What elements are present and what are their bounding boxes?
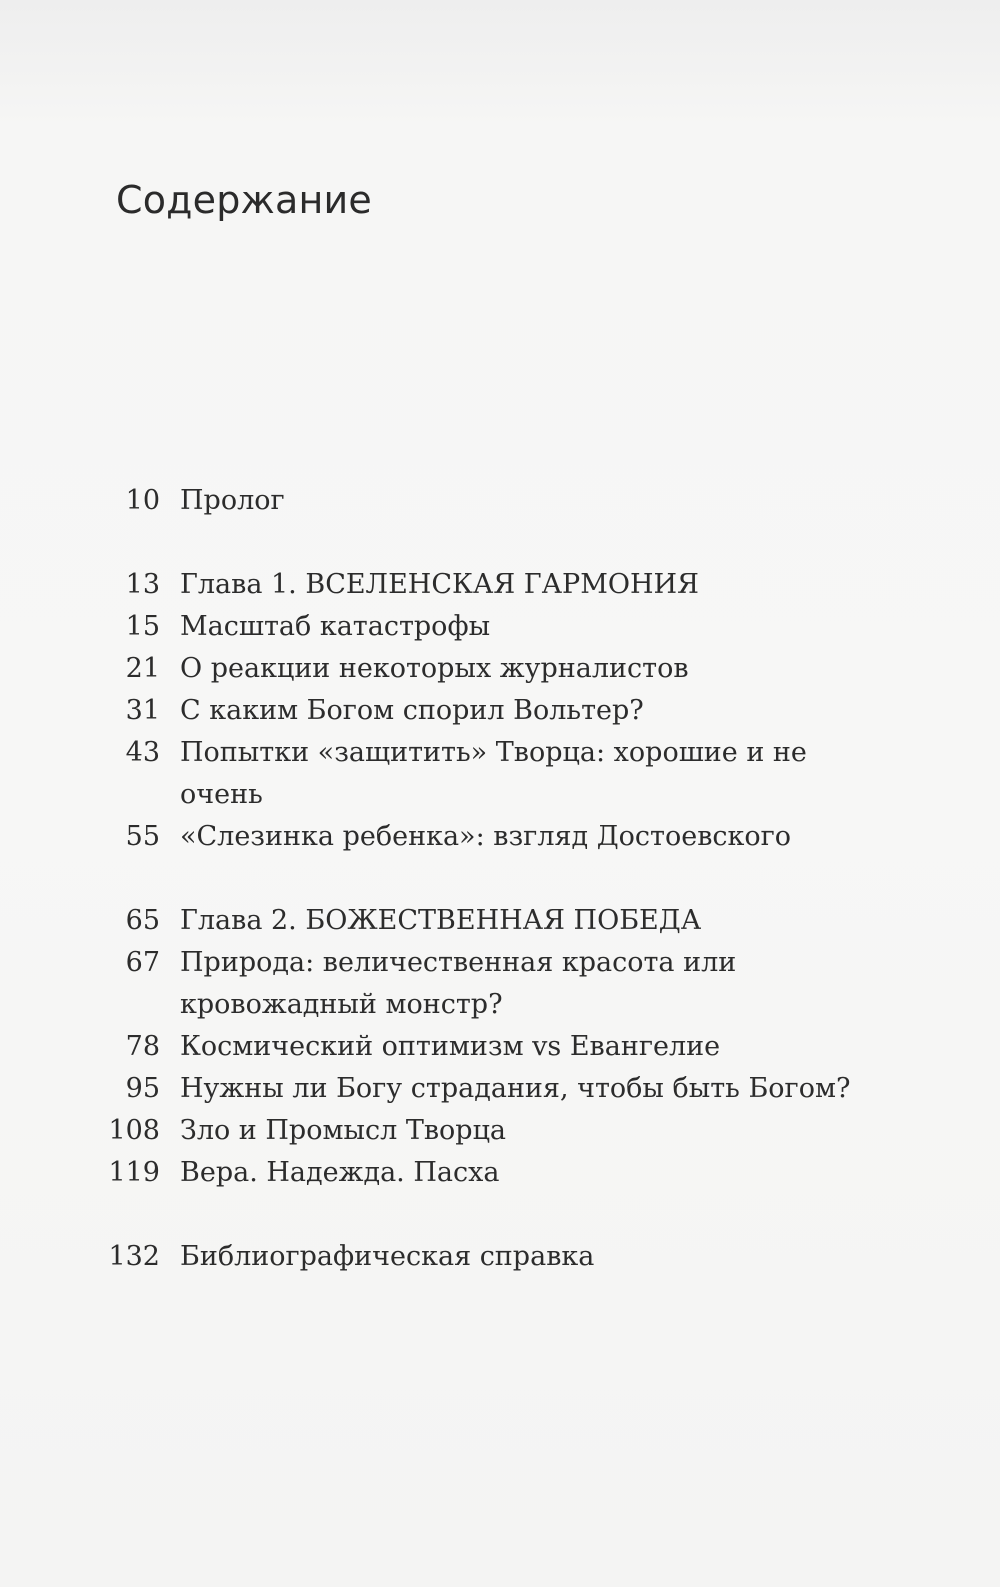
toc-page-number: 132 bbox=[108, 1241, 160, 1272]
toc-entry[interactable] bbox=[0, 1110, 1000, 1152]
toc-entry-title: «Слезинка ребенка»: взгляд Достоевского bbox=[180, 821, 792, 852]
toc-page-number: 65 bbox=[125, 905, 160, 936]
toc-entry[interactable] bbox=[0, 1068, 1000, 1110]
toc-entry-title: Глава 1. ВСЕЛЕНСКАЯ ГАРМОНИЯ bbox=[180, 569, 699, 600]
toc-entry[interactable] bbox=[0, 1026, 1000, 1068]
toc-section-prologue bbox=[0, 480, 1000, 522]
toc-page-number: 55 bbox=[125, 821, 160, 852]
toc-entry-title: Зло и Промысл Творца bbox=[180, 1115, 507, 1146]
toc-page-number: 78 bbox=[125, 1031, 160, 1062]
toc-entry[interactable] bbox=[0, 1236, 1000, 1278]
toc-entry[interactable] bbox=[0, 480, 1000, 522]
toc-page-number: 43 bbox=[125, 737, 160, 768]
toc-entry[interactable] bbox=[0, 816, 1000, 858]
page-title: Содержание bbox=[116, 178, 372, 222]
toc-page-number: 108 bbox=[108, 1115, 160, 1146]
table-of-contents bbox=[0, 480, 1000, 1320]
toc-page-number: 119 bbox=[108, 1157, 160, 1188]
toc-entry-title: Библиографическая справка bbox=[180, 1241, 595, 1272]
toc-entry[interactable] bbox=[0, 606, 1000, 648]
toc-entry-title: Нужны ли Богу страдания, чтобы быть Богом? bbox=[180, 1073, 851, 1104]
toc-page-number: 31 bbox=[125, 695, 160, 726]
toc-entry-title: Пролог bbox=[180, 485, 285, 516]
toc-page-number: 67 bbox=[125, 947, 160, 978]
toc-page-number: 15 bbox=[125, 611, 160, 642]
toc-page-number: 95 bbox=[125, 1073, 160, 1104]
toc-entry-title: Вера. Надежда. Пасха bbox=[180, 1157, 500, 1188]
toc-entry-title: Попытки «защитить» Творца: хорошие и не очень bbox=[180, 737, 807, 810]
toc-entry-title: Масштаб катастрофы bbox=[180, 611, 491, 642]
toc-page-number: 10 bbox=[125, 485, 160, 516]
toc-entry-chapter-heading[interactable] bbox=[0, 900, 1000, 942]
toc-entry-title: Космический оптимизм vs Евангелие bbox=[180, 1031, 721, 1062]
toc-entry[interactable] bbox=[0, 942, 1000, 1026]
toc-entry-title: Природа: величественная красота или кровожадный монстр? bbox=[180, 947, 737, 1020]
toc-section-chapter-1 bbox=[0, 564, 1000, 858]
toc-entry[interactable] bbox=[0, 1152, 1000, 1194]
toc-section-chapter-2 bbox=[0, 900, 1000, 1194]
toc-page-number: 21 bbox=[125, 653, 160, 684]
toc-entry-title: Глава 2. БОЖЕСТВЕННАЯ ПОБЕДА bbox=[180, 905, 702, 936]
toc-entry-title: О реакции некоторых журналистов bbox=[180, 653, 689, 684]
toc-section-bibliography bbox=[0, 1236, 1000, 1278]
toc-entry[interactable] bbox=[0, 690, 1000, 732]
toc-entry[interactable] bbox=[0, 732, 1000, 816]
toc-entry[interactable] bbox=[0, 648, 1000, 690]
toc-entry-chapter-heading[interactable] bbox=[0, 564, 1000, 606]
toc-entry-title: С каким Богом спорил Вольтер? bbox=[180, 695, 644, 726]
toc-page-number: 13 bbox=[125, 569, 160, 600]
